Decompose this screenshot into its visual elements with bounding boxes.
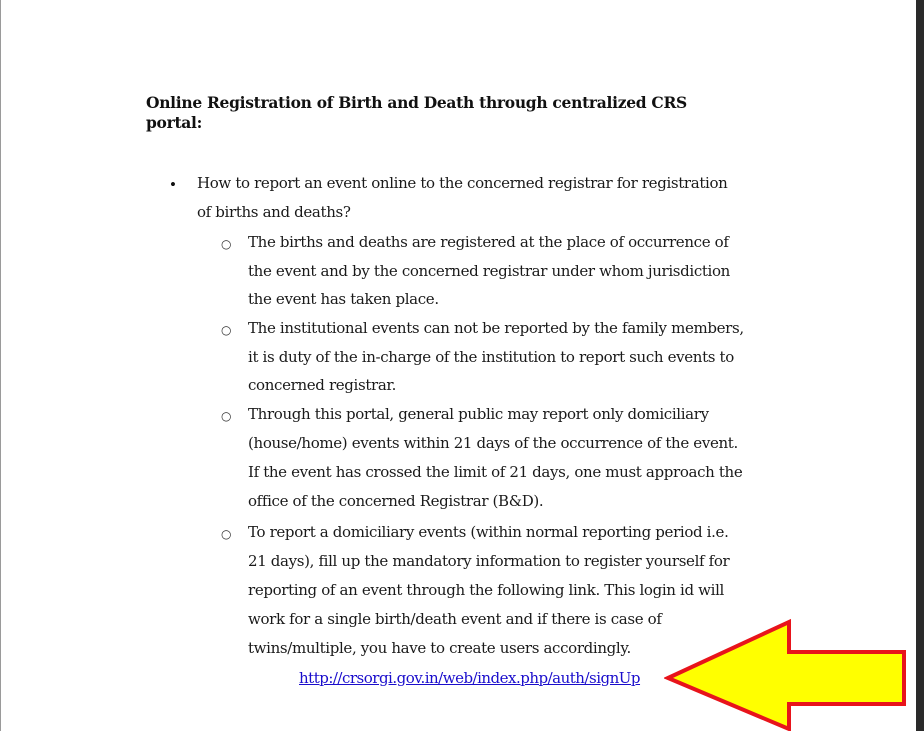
hollow-bullet-icon: ○ [221,409,232,423]
list-item-line: (house/home) events within 21 days of the occurrence of the event. [248,434,738,452]
list-item-line: concerned registrar. [248,376,397,394]
question-line: of births and deaths? [197,203,351,221]
list-item-line: twins/multiple, you have to create users accordingly. [248,639,631,657]
list-item-line: the event has taken place. [248,290,439,308]
list-item-line: work for a single birth/death event and if there is case of [248,610,662,628]
list-item-line: The births and deaths are registered at the place of occurrence of [248,233,729,251]
hollow-bullet-icon: ○ [221,237,232,251]
question-line: How to report an event online to the concerned registrar for registration [197,174,728,192]
left-pointing-arrow-icon [664,618,909,731]
list-item-line: reporting of an event through the following link. This login id will [248,581,724,599]
page-title-line: portal: [146,113,203,132]
list-item-line: Through this portal, general public may report only domiciliary [248,405,709,423]
page-title-line: Online Registration of Birth and Death through centralized CRS [146,93,687,112]
hollow-bullet-icon: ○ [221,323,232,337]
page-left-edge [0,0,1,731]
list-item-line: the event and by the concerned registrar under whom jurisdiction [248,262,730,280]
list-item-line: The institutional events can not be reported by the family members, [248,319,744,337]
signup-link[interactable]: http://crsorgi.gov.in/web/index.php/auth/signUp [299,669,641,687]
list-item-line: office of the concerned Registrar (B&D). [248,492,544,510]
hollow-bullet-icon: ○ [221,527,232,541]
list-item-line: If the event has crossed the limit of 21 days, one must approach the [248,463,743,481]
page-right-edge [916,0,924,731]
page-title [146,93,686,133]
list-item-line: 21 days), fill up the mandatory information to register yourself for [248,552,730,570]
list-item-line: it is duty of the in-charge of the institution to report such events to [248,348,734,366]
bullet-icon: • [170,175,176,194]
list-item-line: To report a domiciliary events (within normal reporting period i.e. [248,523,729,541]
